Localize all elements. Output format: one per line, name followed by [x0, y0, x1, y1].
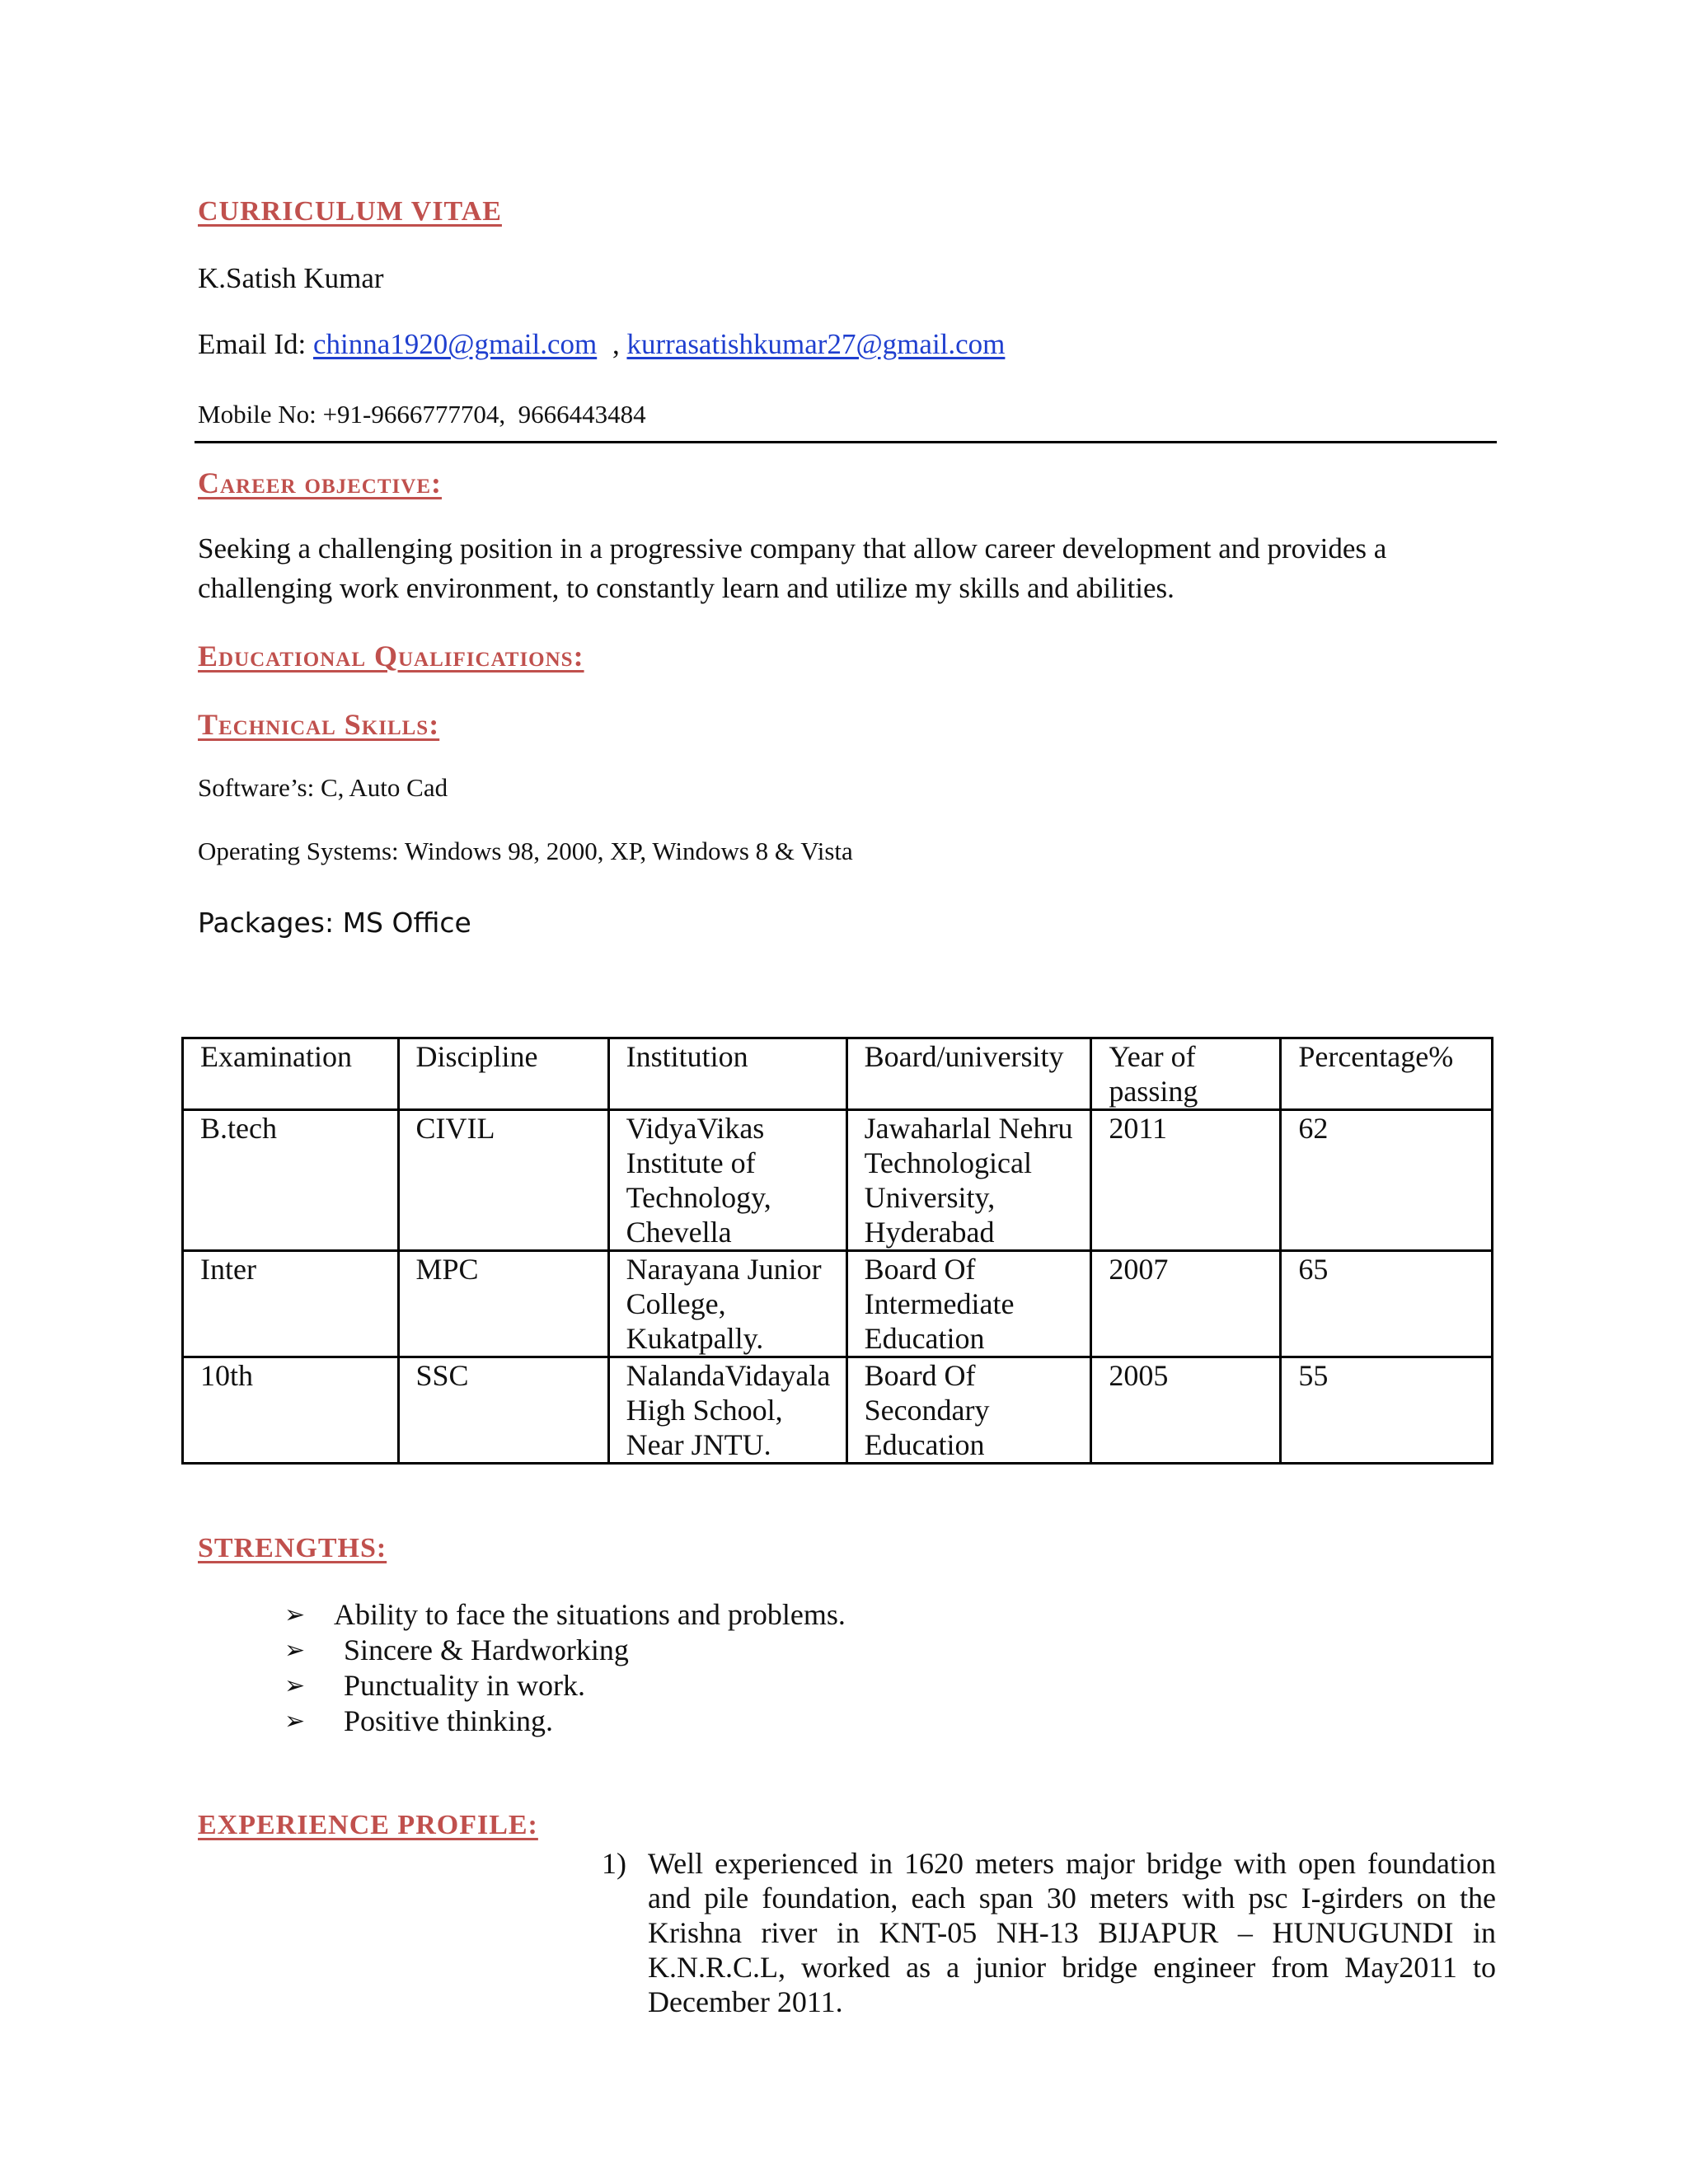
educational-qualifications-heading: Educational Qualifications:: [198, 640, 584, 673]
table-cell: 62: [1281, 1110, 1493, 1251]
experience-text: Well experienced in 1620 meters major bridge with open foundation and pile foundation, each span 30 meters with psc I-girders on the Krishna river in KNT-05 NH-13 BIJAPUR – HUNUGUNDI in K.N.R.C.L, worked as a junior bridge engineer from May2011 to December 2011.: [648, 1847, 1496, 2018]
list-item: [284, 1704, 846, 1739]
arrow-bullet-icon: ➢: [284, 1671, 306, 1700]
experience-profile-heading: EXPERIENCE PROFILE:: [198, 1810, 538, 1840]
table-cell: SSC: [398, 1357, 608, 1464]
table-cell: VidyaVikas Institute of Technology, Chevella: [608, 1110, 846, 1251]
table-cell: Narayana Junior College, Kukatpally.: [608, 1251, 846, 1357]
candidate-name: K.Satish Kumar: [198, 262, 384, 294]
career-objective-text: Seeking a challenging position in a progressive company that allow career development and provides a challenging work environment, to constantly learn and utilize my skills and abilities.: [198, 532, 1387, 604]
arrow-bullet-icon: ➢: [284, 1601, 306, 1629]
operating-systems: Operating Systems: Windows 98, 2000, XP, Windows 8 & Vista: [198, 837, 853, 865]
experience-item: [602, 1846, 1496, 2019]
email-link-2[interactable]: kurrasatishkumar27@gmail.com: [626, 328, 1006, 360]
email-separator: ,: [612, 328, 620, 360]
header-divider: [195, 441, 1497, 443]
mobile-value: +91-9666777704, 9666443484: [322, 400, 646, 429]
strength-text: Ability to face the situations and problems.: [334, 1598, 846, 1631]
email-link-1[interactable]: chinna1920@gmail.com: [312, 328, 598, 360]
table-cell: Board Of Intermediate Education: [846, 1251, 1091, 1357]
table-row: [183, 1251, 1493, 1357]
col-header-institution: Institution: [608, 1038, 846, 1110]
table-cell: 2005: [1091, 1357, 1281, 1464]
experience-number: 1): [602, 1847, 626, 1880]
col-header-percentage: Percentage%: [1281, 1038, 1493, 1110]
email-label: Email Id:: [198, 328, 307, 360]
table-row: [183, 1357, 1493, 1464]
strength-text: Positive thinking.: [344, 1704, 554, 1737]
table-header-row: [183, 1038, 1493, 1110]
table-cell: MPC: [398, 1251, 608, 1357]
email-line: [198, 328, 1005, 361]
table-cell: B.tech: [183, 1110, 399, 1251]
mobile-label: Mobile No:: [198, 400, 316, 429]
col-header-year: Year of passing: [1091, 1038, 1281, 1110]
table-cell: 10th: [183, 1357, 399, 1464]
table-cell: 55: [1281, 1357, 1493, 1464]
strengths-heading: STRENGTHS:: [198, 1533, 387, 1563]
technical-skills-heading: Technical Skills:: [198, 708, 440, 741]
table-cell: Jawaharlal Nehru Technological University, Hyderabad: [846, 1110, 1091, 1251]
col-header-board: Board/university: [846, 1038, 1091, 1110]
strength-text: Punctuality in work.: [344, 1669, 585, 1702]
table-cell: 2007: [1091, 1251, 1281, 1357]
list-item: [284, 1597, 846, 1633]
list-item: [284, 1633, 846, 1668]
table-cell: Inter: [183, 1251, 399, 1357]
table-cell: CIVIL: [398, 1110, 608, 1251]
table-cell: 65: [1281, 1251, 1493, 1357]
career-objective-heading: Career objective:: [198, 466, 442, 499]
table-row: [183, 1110, 1493, 1251]
packages: Packages: MS Office: [198, 907, 471, 939]
software-skills: Software’s: C, Auto Cad: [198, 773, 448, 802]
table-cell: NalandaVidayala High School, Near JNTU.: [608, 1357, 846, 1464]
mobile-line: [198, 400, 646, 429]
arrow-bullet-icon: ➢: [284, 1707, 306, 1736]
arrow-bullet-icon: ➢: [284, 1636, 306, 1665]
education-table: [181, 1037, 1493, 1465]
strength-text: Sincere & Hardworking: [344, 1633, 629, 1666]
list-item: [284, 1668, 846, 1704]
table-cell: 2011: [1091, 1110, 1281, 1251]
col-header-discipline: Discipline: [398, 1038, 608, 1110]
table-cell: Board Of Secondary Education: [846, 1357, 1091, 1464]
cv-title: CURRICULUM VITAE: [198, 196, 502, 227]
col-header-examination: Examination: [183, 1038, 399, 1110]
strengths-list: [284, 1597, 846, 1739]
